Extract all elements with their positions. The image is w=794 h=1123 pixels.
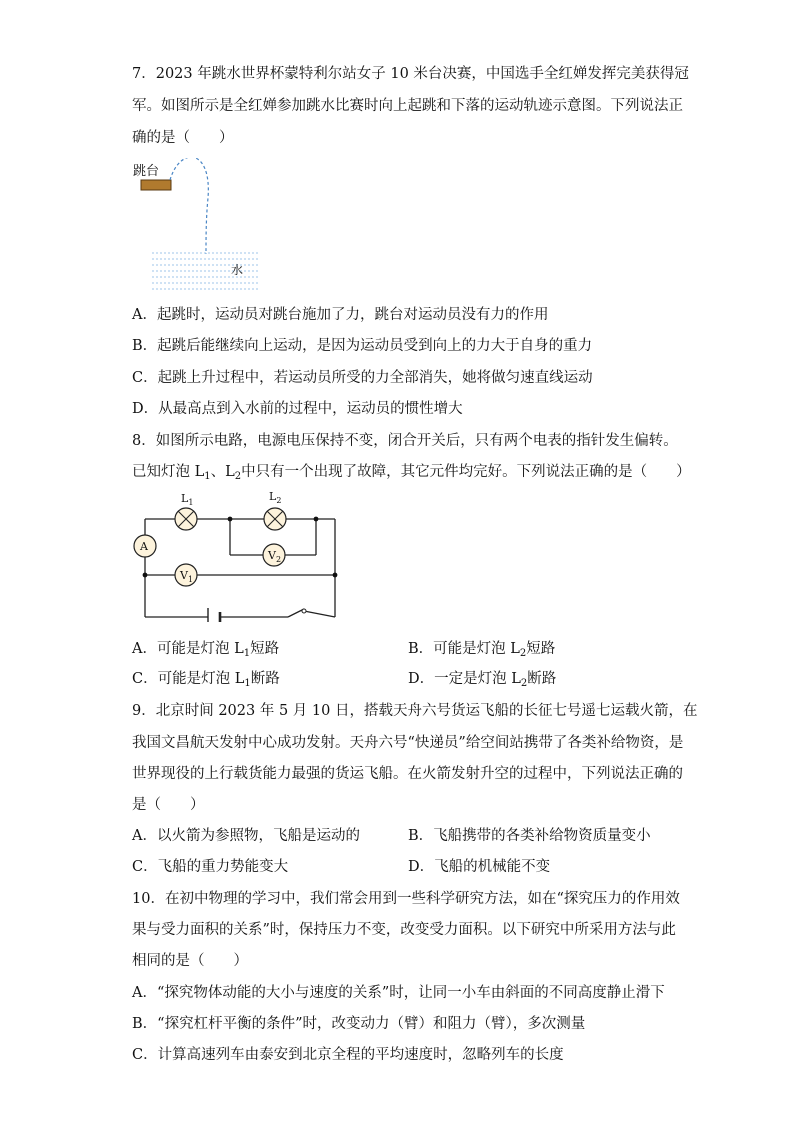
q10-option-a: A．“探究物体动能的大小与速度的关系”时，让同一小车由斜面的不同高度静止滑下 [132,985,665,1001]
q9-stem-line-1: 9．北京时间 2023 年 5 月 10 日，搭载天舟六号货运飞船的长征七号遥七运载火箭，在 [132,703,698,719]
q7-diving-figure [130,158,270,298]
q9-option-b: B．飞船携带的各类补给物资质量变小 [408,828,651,844]
q8-stem-line-2: 已知灯泡 $L_1$、$L_2$中只有一个出现了故障，其它元件均完好。下列说法正确的是（ ） [132,464,691,482]
q9-option-c: C．飞船的重力势能变大 [132,859,289,875]
q10-stem-line-2: 果与受力面积的关系”时，保持压力不变，改变受力面积。以下研究中所采用方法与此 [132,922,676,938]
q8-option-a: A．可能是灯泡 $L_1$短路 [132,641,280,659]
voltmeter-v1-label: $V_1$ [180,569,194,584]
q9-option-d: D．飞船的机械能不变 [408,859,551,875]
q7-stem-line-3: 确的是（ ） [132,130,234,146]
q8-stem-line-1: 8．如图所示电路，电源电压保持不变，闭合开关后，只有两个电表的指针发生偏转。 [132,433,678,449]
q7-option-a: A．起跳时，运动员对跳台施加了力，跳台对运动员没有力的作用 [132,307,549,323]
lamp-l1 [175,508,197,530]
q10-option-c: C．计算高速列车由泰安到北京全程的平均速度时，忽略列车的长度 [132,1047,564,1063]
switch-lever [288,609,304,617]
platform-board [141,180,171,190]
q7-option-d: D．从最高点到入水前的过程中，运动员的惯性增大 [132,401,463,417]
q9-option-a: A．以火箭为参照物，飞船是运动的 [132,828,360,844]
water-label: 水 [231,263,244,277]
lamp-l2 [264,508,286,530]
switch-contact [302,609,306,613]
lamp-l1-label: $L_1$ [181,492,194,507]
q7-stem-line-2: 军。如图所示是全红婵参加跳水比赛时向上起跳和下落的运动轨迹示意图。下列说法正 [132,98,683,114]
q8-option-b: B．可能是灯泡 $L_2$短路 [408,641,556,659]
q7-option-b: B．起跳后能继续向上运动，是因为运动员受到向上的力大于自身的重力 [132,338,593,354]
q10-stem-line-3: 相同的是（ ） [132,953,248,969]
platform-label: 跳台 [133,164,160,179]
q9-stem-line-2: 我国文昌航天发射中心成功发射。天舟六号“快递员”给空间站携带了各类补给物资，是 [132,735,684,751]
trajectory-path [170,158,208,254]
q7-stem-line-1: 7．2023 年跳水世界杯蒙特利尔站女子 10 米台决赛，中国选手全红婵发挥完美获得冠 [132,66,689,82]
q7-option-c: C．起跳上升过程中，若运动员所受的力全部消失，她将做匀速直线运动 [132,370,593,386]
q8-option-c: C．可能是灯泡 $L_1$断路 [132,671,280,689]
voltmeter-v2-label: $V_2$ [268,549,282,564]
ammeter-label: A [140,540,148,553]
q8-option-d: D．一定是灯泡 $L_2$断路 [408,671,557,689]
q8-circuit-diagram [130,486,345,622]
q10-stem-line-1: 10．在初中物理的学习中，我们常会用到一些科学研究方法，如在“探究压力的作用效 [132,891,680,907]
q9-stem-line-4: 是（ ） [132,797,205,813]
lamp-l2-label: $L_2$ [269,490,282,505]
q10-option-b: B．“探究杠杆平衡的条件”时，改变动力（臂）和阻力（臂），多次测量 [132,1016,586,1032]
q9-stem-line-3: 世界现役的上行载货能力最强的货运飞船。在火箭发射升空的过程中，下列说法正确的 [132,766,683,782]
